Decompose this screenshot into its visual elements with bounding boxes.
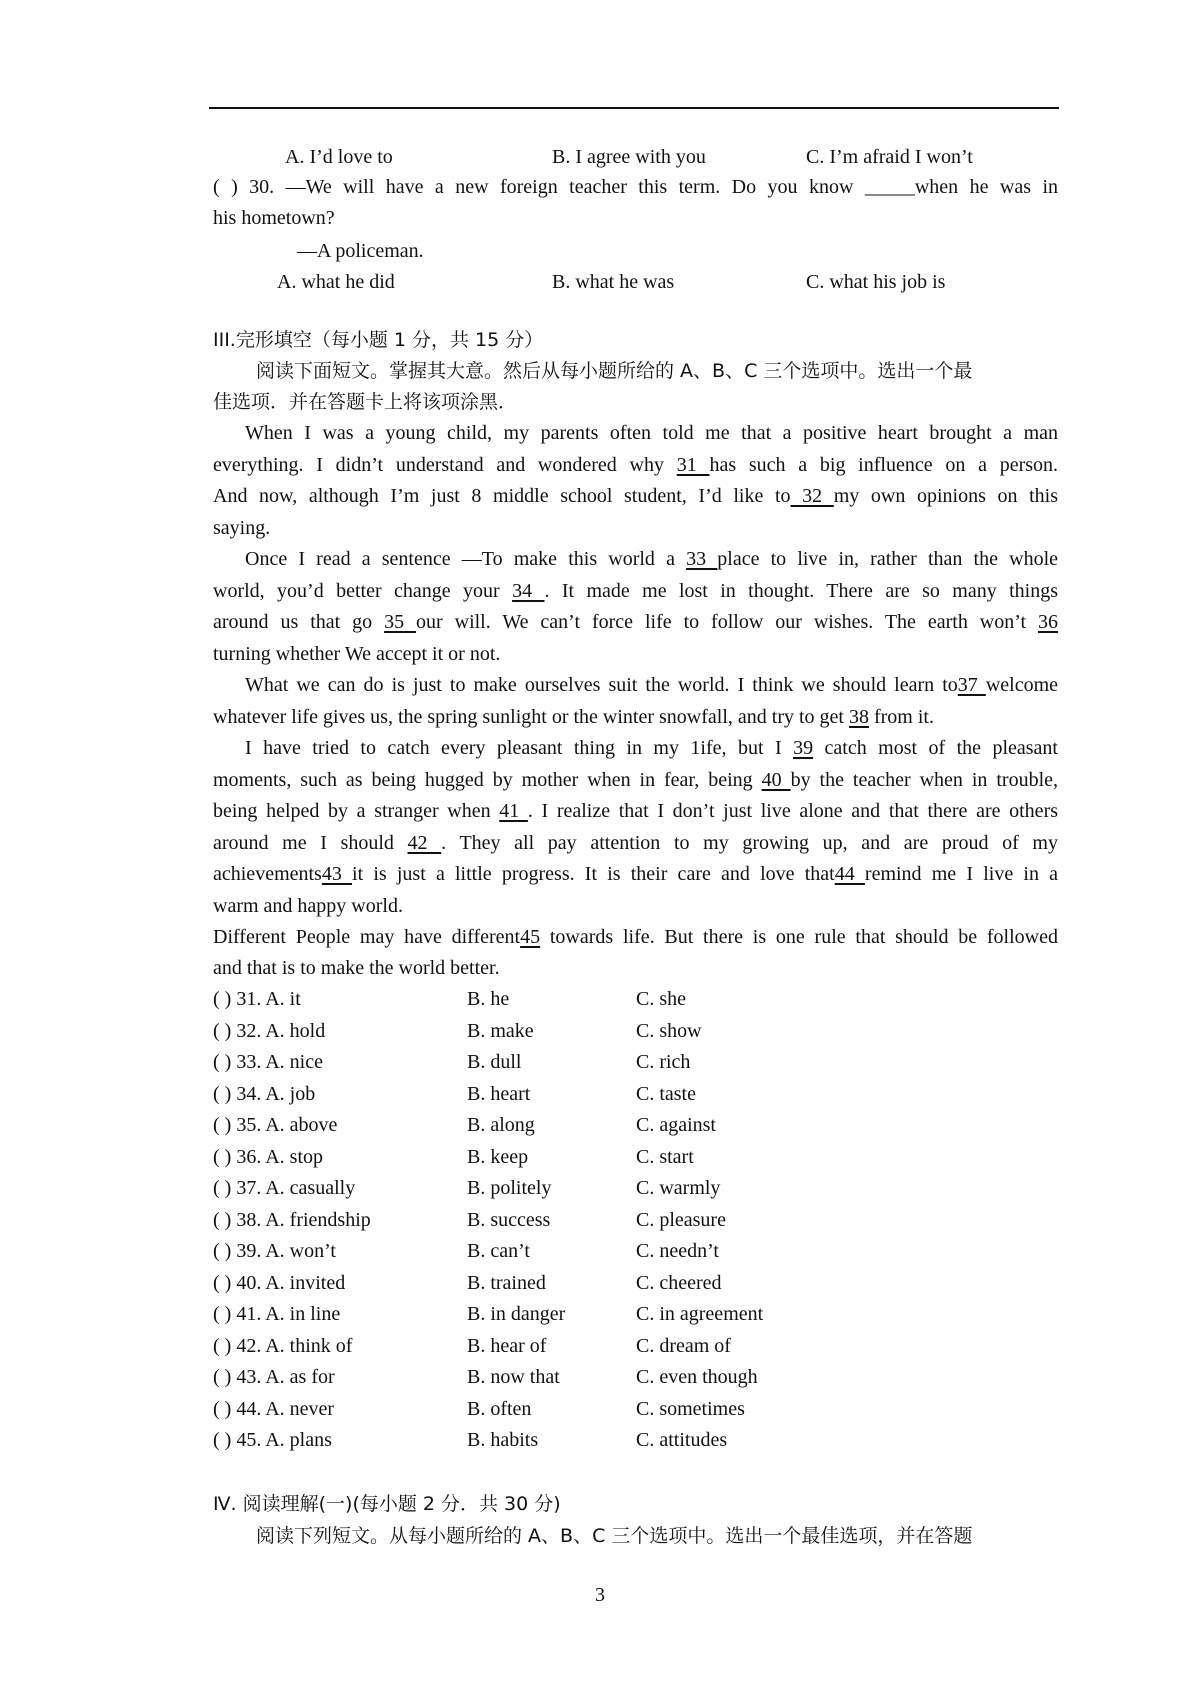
question-option-c: C. cheered	[636, 1272, 722, 1294]
passage-line: and that is to make the world better.	[213, 957, 500, 979]
question-option-c: C. show	[636, 1020, 702, 1042]
blank-33: 33	[686, 548, 718, 570]
header-rule	[209, 107, 1059, 109]
blank-34: 34	[512, 580, 545, 602]
question-option-b: B. often	[467, 1398, 532, 1420]
question-option-a: ( ) 32. A. hold	[213, 1020, 326, 1042]
question-option-c: C. sometimes	[636, 1398, 745, 1420]
blank-39: 39	[793, 737, 814, 759]
question-option-c: C. taste	[636, 1083, 696, 1105]
blank-32: 32	[790, 485, 834, 507]
page-number: 3	[595, 1584, 605, 1606]
passage-line: What we can do is just to make ourselves suit the world. I think we should learn to37 welcome	[245, 674, 1058, 696]
passage-line: around us that go 35 our will. We can’t force life to follow our wishes. The earth won’t 36	[213, 611, 1059, 633]
blank-38: 38	[848, 706, 869, 728]
question-option-b: B. keep	[467, 1146, 529, 1168]
question-option-a: ( ) 44. A. never	[213, 1398, 335, 1420]
blank-41: 41	[499, 800, 528, 822]
q30-option-a: A. what he did	[277, 271, 395, 293]
question-option-b: B. can’t	[467, 1240, 530, 1262]
question-option-a: ( ) 37. A. casually	[213, 1177, 356, 1199]
passage-line: whatever life gives us, the spring sunlight or the winter snowfall, and try to get 38 from it.	[213, 706, 934, 728]
passage-line: And now, although I’m just 8 middle school student, I’d like to 32 my own opinions on this	[213, 485, 1058, 507]
question-option-a: ( ) 31. A. it	[213, 988, 301, 1010]
question-option-b: B. he	[467, 988, 510, 1010]
question-option-b: B. in danger	[467, 1303, 566, 1325]
q29-option-c: C. I’m afraid I won’t	[806, 146, 973, 168]
passage-line: around me I should 42 . They all pay attention to my growing up, and are proud of my	[213, 832, 1058, 854]
question-option-a: ( ) 41. A. in line	[213, 1303, 341, 1325]
q30-stem: ( ) 30. —We will have a new foreign teacher this term. Do you know _____when he was in	[213, 176, 1058, 198]
question-option-c: C. pleasure	[636, 1209, 726, 1231]
blank-43: 43	[321, 863, 353, 885]
q29-option-a: A. I’d love to	[285, 146, 393, 168]
passage-line: Different People may have different45 towards life. But there is one rule that should be followed	[213, 926, 1058, 948]
question-option-c: C. in agreement	[636, 1303, 764, 1325]
q29-option-b: B. I agree with you	[552, 146, 706, 168]
passage-line: turning whether We accept it or not.	[213, 643, 501, 665]
section3-title: III.完形填空（每小题 1 分，共 15 分）	[213, 329, 544, 351]
question-option-c: C. even though	[636, 1366, 758, 1388]
blank-45: 45	[520, 926, 541, 948]
question-option-a: ( ) 39. A. won’t	[213, 1240, 336, 1262]
question-option-a: ( ) 45. A. plans	[213, 1429, 332, 1451]
section3-instruction-2: 佳选项．并在答题卡上将该项涂黑．	[213, 391, 518, 413]
question-option-b: B. success	[467, 1209, 551, 1231]
q30-option-b: B. what he was	[552, 271, 675, 293]
blank-40: 40	[761, 769, 791, 791]
blank-44: 44	[834, 863, 865, 885]
q30-stem-cont: his hometown?	[213, 207, 335, 229]
blank-42: 42	[407, 832, 442, 854]
passage-line: everything. I didn’t understand and wondered why 31 has such a big influence on a person.	[213, 454, 1059, 476]
blank-31: 31	[676, 454, 710, 476]
question-option-a: ( ) 40. A. invited	[213, 1272, 346, 1294]
passage-line: warm and happy world.	[213, 895, 403, 917]
passage-line: achievements43 it is just a little progress. It is their care and love that44 remind me I live in a	[213, 863, 1059, 885]
section4-title: Ⅳ. 阅读理解(一)(每小题 2 分．共 30 分)	[213, 1493, 561, 1515]
question-option-b: B. habits	[467, 1429, 539, 1451]
question-option-c: C. she	[636, 988, 686, 1010]
question-option-a: ( ) 43. A. as for	[213, 1366, 335, 1388]
passage-line: moments, such as being hugged by mother when in fear, being 40 by the teacher when in trouble,	[213, 769, 1059, 791]
question-option-b: B. dull	[467, 1051, 522, 1073]
passage-line: Once I read a sentence —To make this world a 33 place to live in, rather than the whole	[245, 548, 1059, 570]
question-option-a: ( ) 42. A. think of	[213, 1335, 353, 1357]
question-option-c: C. against	[636, 1114, 716, 1136]
question-option-a: ( ) 38. A. friendship	[213, 1209, 371, 1231]
question-option-b: B. trained	[467, 1272, 546, 1294]
q30-option-c: C. what his job is	[806, 271, 946, 293]
question-option-c: C. start	[636, 1146, 694, 1168]
blank-37: 37	[957, 674, 986, 696]
question-option-b: B. heart	[467, 1083, 531, 1105]
question-option-c: C. attitudes	[636, 1429, 728, 1451]
q30-answer: —A policeman.	[297, 240, 424, 262]
question-option-b: B. politely	[467, 1177, 552, 1199]
question-option-c: C. warmly	[636, 1177, 721, 1199]
passage-line: When I was a young child, my parents often told me that a positive heart brought a man	[245, 422, 1058, 444]
passage-line: being helped by a stranger when 41 . I realize that I don’t just live alone and that there are others	[213, 800, 1059, 822]
section4-instruction: 阅读下列短文。从每小题所给的 A、B、C 三个选项中。选出一个最佳选项，并在答题	[256, 1525, 973, 1547]
passage-line: I have tried to catch every pleasant thing in my 1ife, but I 39 catch most of the pleasant	[245, 737, 1058, 759]
question-option-a: ( ) 35. A. above	[213, 1114, 338, 1136]
blank-35: 35	[384, 611, 417, 633]
question-option-a: ( ) 33. A. nice	[213, 1051, 323, 1073]
question-option-c: C. rich	[636, 1051, 691, 1073]
question-option-b: B. along	[467, 1114, 535, 1136]
question-option-b: B. make	[467, 1020, 534, 1042]
passage-line: world, you’d better change your 34 . It made me lost in thought. There are so many things	[213, 580, 1059, 602]
question-option-a: ( ) 34. A. job	[213, 1083, 316, 1105]
question-option-c: C. needn’t	[636, 1240, 719, 1262]
question-option-c: C. dream of	[636, 1335, 731, 1357]
question-option-a: ( ) 36. A. stop	[213, 1146, 323, 1168]
blank-36: 36	[1038, 611, 1059, 633]
question-option-b: B. now that	[467, 1366, 560, 1388]
passage-line: saying.	[213, 517, 271, 539]
question-option-b: B. hear of	[467, 1335, 547, 1357]
section3-instruction-1: 阅读下面短文。掌握其大意。然后从每小题所给的 A、B、C 三个选项中。选出一个最	[256, 360, 973, 382]
